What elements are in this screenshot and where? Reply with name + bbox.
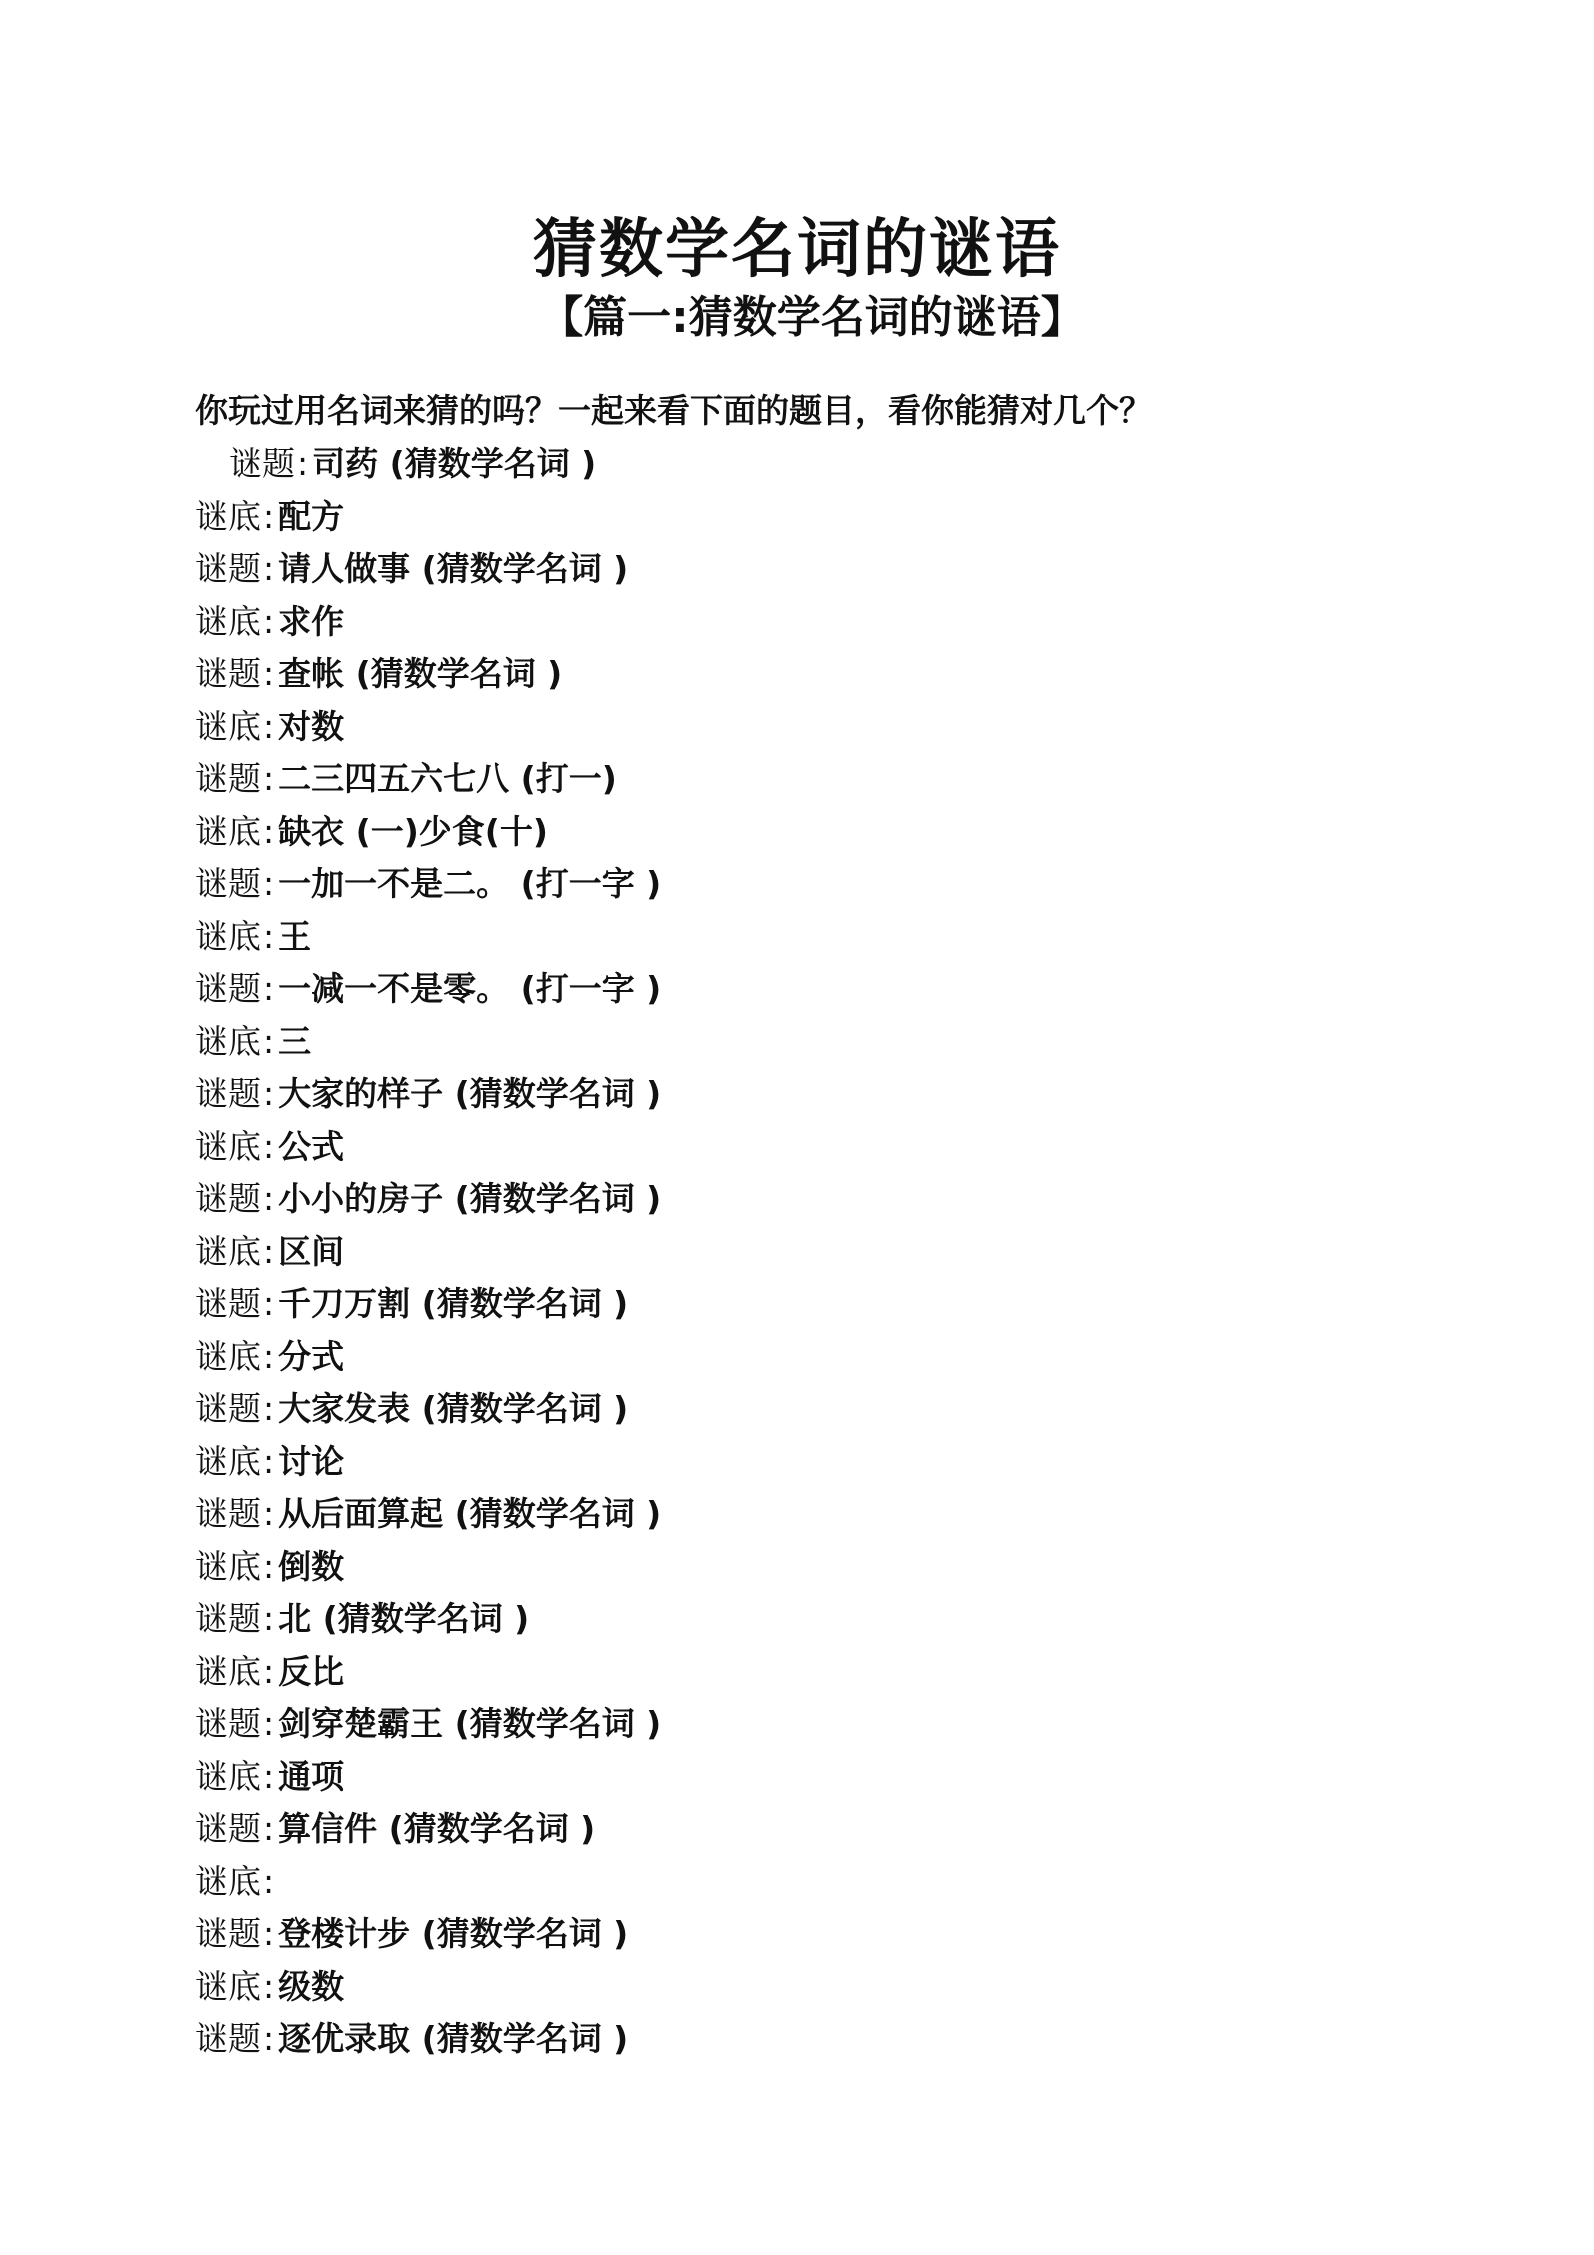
riddle-question-line xyxy=(195,2013,1495,2066)
line-content: 千刀万割 (猜数学名词 ) xyxy=(278,1284,629,1323)
line-label: 谜题 xyxy=(195,1704,261,1743)
riddle-question-line xyxy=(195,1908,1495,1961)
riddle-answer-line xyxy=(195,1121,1495,1174)
line-colon: : xyxy=(263,1599,275,1638)
line-label: 谜题 xyxy=(195,654,261,693)
riddle-question-line xyxy=(195,753,1495,806)
section-heading: 【篇一:猜数学名词的谜语】 xyxy=(539,292,1085,343)
line-content: 大家发表 (猜数学名词 ) xyxy=(278,1389,629,1428)
line-content: 三 xyxy=(278,1021,312,1061)
line-content: 登楼计步 (猜数学名词 ) xyxy=(278,1914,629,1953)
riddle-answer-line xyxy=(195,1646,1495,1699)
line-colon: : xyxy=(263,1441,275,1481)
line-colon: : xyxy=(263,654,275,693)
line-label: 谜底 xyxy=(195,1966,261,2006)
riddle-question-line xyxy=(195,858,1495,911)
line-label: 谜题 xyxy=(195,1494,261,1533)
line-colon: : xyxy=(263,549,275,588)
line-label: 谜底 xyxy=(195,1441,261,1481)
line-label: 谜底 xyxy=(195,1336,261,1376)
line-content: 分式 xyxy=(278,1336,345,1376)
line-content: 小小的房子 (猜数学名词 ) xyxy=(278,1179,662,1218)
line-label: 谜底 xyxy=(195,1861,261,1901)
line-content: 司药 (猜数学名词 ) xyxy=(312,444,597,483)
line-content: 一减一不是零。 (打一字 ) xyxy=(278,969,662,1008)
riddle-answer-line xyxy=(195,596,1495,649)
line-colon: : xyxy=(263,1966,275,2006)
line-content: 公式 xyxy=(278,1126,345,1166)
line-content: 大家的样子 (猜数学名词 ) xyxy=(278,1074,662,1113)
line-content: 请人做事 (猜数学名词 ) xyxy=(278,549,629,588)
riddle-question-line xyxy=(195,1173,1495,1226)
line-content: 算信件 (猜数学名词 ) xyxy=(278,1809,596,1848)
line-colon: : xyxy=(263,811,275,851)
line-label: 谜底 xyxy=(195,916,261,956)
line-colon: : xyxy=(263,601,275,641)
line-label: 谜底 xyxy=(195,1756,261,1796)
riddle-question-line xyxy=(195,648,1495,701)
riddle-answer-line xyxy=(195,1016,1495,1069)
line-content: 一加一不是二。 (打一字 ) xyxy=(278,864,662,903)
riddle-answer-line xyxy=(195,1751,1495,1804)
line-colon: : xyxy=(263,1021,275,1061)
riddle-answer-line xyxy=(195,806,1495,859)
riddle-answer-line xyxy=(195,491,1495,544)
riddle-question-line xyxy=(195,1383,1495,1436)
line-content: 倒数 xyxy=(278,1546,345,1586)
line-colon: : xyxy=(263,1809,275,1848)
document-title: 猜数学名词的谜语 xyxy=(533,213,1061,287)
line-label: 谜底 xyxy=(195,1231,261,1271)
line-colon: : xyxy=(263,1389,275,1428)
riddle-question-line xyxy=(195,1488,1495,1541)
line-label: 谜底 xyxy=(195,1546,261,1586)
riddle-answer-line xyxy=(195,1541,1495,1594)
line-content: 从后面算起 (猜数学名词 ) xyxy=(278,1494,662,1533)
line-label: 谜题 xyxy=(229,444,295,483)
riddle-question-line xyxy=(195,543,1495,596)
line-label: 谜题 xyxy=(195,969,261,1008)
line-colon: : xyxy=(263,496,275,536)
line-label: 谜题 xyxy=(195,1599,261,1638)
line-colon: : xyxy=(297,444,309,483)
line-colon: : xyxy=(263,1336,275,1376)
line-colon: : xyxy=(263,916,275,956)
line-colon: : xyxy=(263,1494,275,1533)
line-colon: : xyxy=(263,1126,275,1166)
line-colon: : xyxy=(263,759,275,798)
line-colon: : xyxy=(263,706,275,746)
line-content: 通项 xyxy=(278,1756,345,1796)
line-content: 二三四五六七八 (打一) xyxy=(278,759,617,798)
riddle-question-line xyxy=(195,1593,1495,1646)
line-label: 谜题 xyxy=(195,1074,261,1113)
line-colon: : xyxy=(263,1704,275,1743)
riddle-question-line xyxy=(195,1803,1495,1856)
line-label: 谜题 xyxy=(195,759,261,798)
line-label: 谜题 xyxy=(195,2019,261,2058)
line-colon: : xyxy=(263,1861,275,1901)
line-colon: : xyxy=(263,1756,275,1796)
line-content: 配方 xyxy=(278,496,345,536)
line-content: 求作 xyxy=(278,601,345,641)
line-colon: : xyxy=(263,1651,275,1691)
line-label: 谜题 xyxy=(195,1389,261,1428)
line-content: 王 xyxy=(278,916,312,956)
line-colon: : xyxy=(263,1914,275,1953)
riddle-question-line xyxy=(195,1068,1495,1121)
riddle-question-line xyxy=(195,1278,1495,1331)
line-colon: : xyxy=(263,1179,275,1218)
line-content: 对数 xyxy=(278,706,345,746)
line-label: 谜底 xyxy=(195,601,261,641)
line-label: 谜题 xyxy=(195,1284,261,1323)
line-label: 谜底 xyxy=(195,811,261,851)
riddle-answer-line xyxy=(195,1961,1495,2014)
line-colon: : xyxy=(263,1074,275,1113)
line-label: 谜题 xyxy=(195,1179,261,1218)
line-label: 谜题 xyxy=(195,1809,261,1848)
line-colon: : xyxy=(263,969,275,1008)
line-label: 谜题 xyxy=(195,549,261,588)
line-label: 谜底 xyxy=(195,496,261,536)
line-content: 剑穿楚霸王 (猜数学名词 ) xyxy=(278,1704,662,1743)
riddle-question-line xyxy=(195,963,1495,1016)
line-content: 北 (猜数学名词 ) xyxy=(278,1599,530,1638)
line-colon: : xyxy=(263,2019,275,2058)
line-label: 谜底 xyxy=(195,1651,261,1691)
line-label: 谜底 xyxy=(195,1126,261,1166)
line-colon: : xyxy=(263,864,275,903)
riddle-question-line xyxy=(195,438,1495,491)
line-content: 缺衣 (一)少食(十) xyxy=(278,811,548,851)
line-label: 谜底 xyxy=(195,1021,261,1061)
line-label: 谜题 xyxy=(195,864,261,903)
riddle-answer-line xyxy=(195,1436,1495,1489)
line-content: 区间 xyxy=(278,1231,345,1271)
intro-paragraph: 你玩过用名词来猜的吗？一起来看下面的题目，看你能猜对几个？ xyxy=(195,391,1152,430)
riddle-answer-line xyxy=(195,1856,1495,1909)
line-label: 谜底 xyxy=(195,706,261,746)
line-content: 级数 xyxy=(278,1966,345,2006)
line-colon: : xyxy=(263,1546,275,1586)
line-colon: : xyxy=(263,1231,275,1271)
riddle-answer-line xyxy=(195,1226,1495,1279)
line-content: 逐优录取 (猜数学名词 ) xyxy=(278,2019,629,2058)
line-label: 谜题 xyxy=(195,1914,261,1953)
riddle-answer-line xyxy=(195,701,1495,754)
line-content: 查帐 (猜数学名词 ) xyxy=(278,654,563,693)
riddle-answer-line xyxy=(195,1331,1495,1384)
line-colon: : xyxy=(263,1284,275,1323)
riddle-question-line xyxy=(195,1698,1495,1751)
riddle-list xyxy=(195,438,1495,2066)
riddle-answer-line xyxy=(195,911,1495,964)
line-content: 讨论 xyxy=(278,1441,345,1481)
line-content: 反比 xyxy=(278,1651,345,1691)
